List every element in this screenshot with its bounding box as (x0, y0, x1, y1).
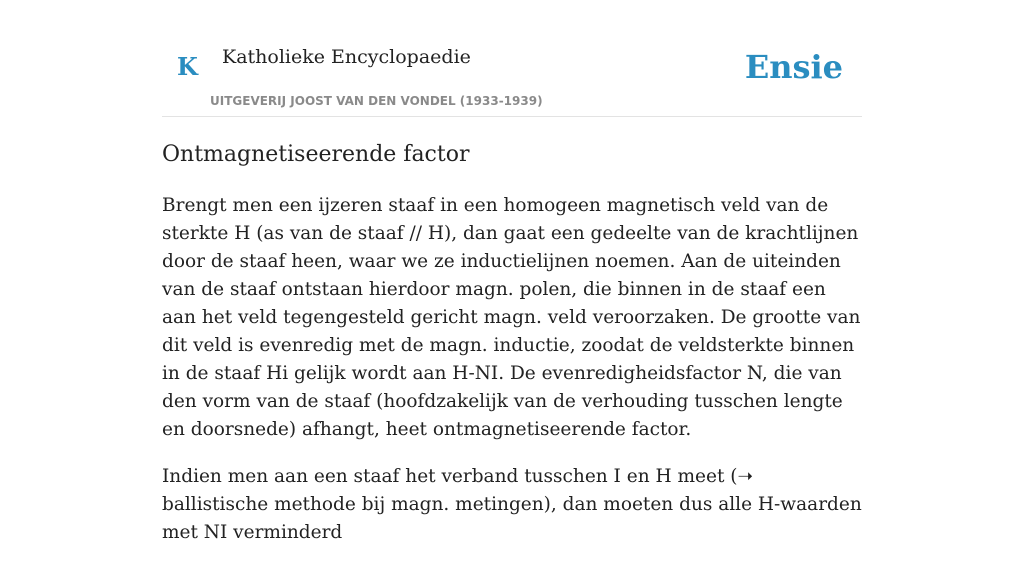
article-title: Ontmagnetiseerende factor (162, 142, 470, 167)
site-logo[interactable]: K (177, 52, 198, 81)
ensie-brand-logo[interactable]: Ensie (744, 48, 843, 86)
site-title[interactable]: Katholieke Encyclopaedie (222, 46, 471, 68)
site-header (162, 0, 862, 117)
article-paragraph: Indien men aan een staaf het verband tusschen I en H meet (➝ ballistische methode bij magn. metingen), dan moeten dus alle H-waarden met NI verminderd (162, 466, 862, 543)
publisher-subtitle: UITGEVERIJ JOOST VAN DEN VONDEL (1933-1939) (210, 94, 543, 108)
article-paragraph: Brengt men een ijzeren staaf in een homogeen magnetisch veld van de sterkte H (as van de staaf // H), dan gaat een gedeelte van de krachtlijnen door de staaf heen, waar we ze inductielijnen noemen. Aan de uiteinden van de staaf ontstaan hierdoor magn. polen, die binnen in de staaf een aan het veld tegengesteld gericht magn. veld veroorzaken. De grootte van dit veld is evenredig met de magn. inductie, zoodat de veldsterkte binnen in de staaf Hi gelijk wordt aan H-NI. De evenredigheidsfactor N, die van den vorm van de staaf (hoofdzakelijk van de verhouding tusschen lengte en doorsnede) afhangt, heet ontmagnetiseerende factor. (162, 195, 861, 440)
article-body (162, 192, 864, 566)
